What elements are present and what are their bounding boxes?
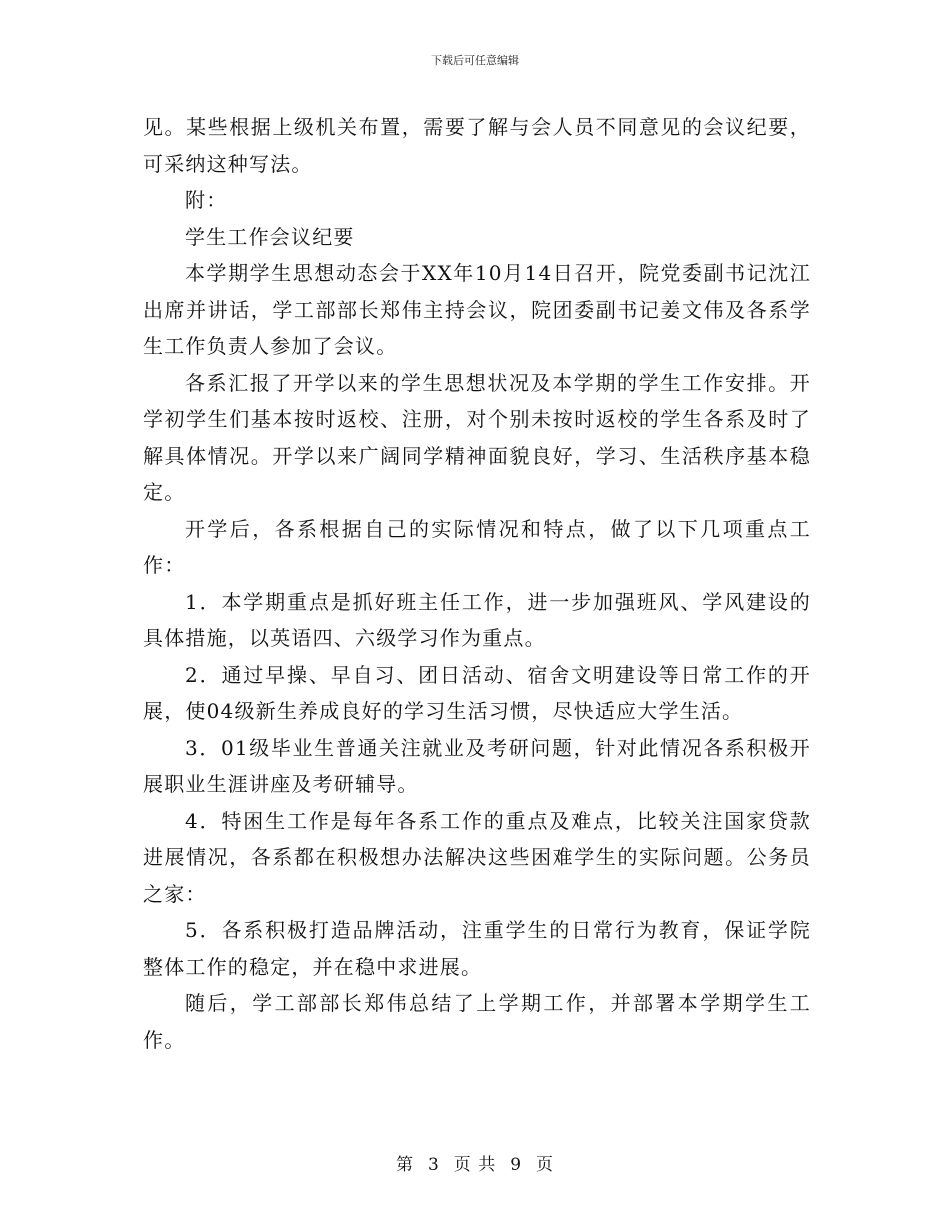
section-title: 学生工作会议纪要 <box>185 224 355 249</box>
list-item: 1．本学期重点是抓好班主任工作，进一步加强班风、学风建设的具体措施，以英语四、六级学习作为重点。 <box>143 589 811 650</box>
paragraph: 本学期学生思想动态会于XX年10月14日召开，院党委副书记沈江出席并讲话，学工部部长郑伟主持会议，院团委副书记姜文伟及各系学生工作负责人参加了会议。 <box>143 261 811 358</box>
list-item: 5．各系积极打造品牌活动，注重学生的日常行为教育，保证学院整体工作的稳定，并在稳中求进展。 <box>143 918 811 979</box>
footer-middle: 页 共 <box>453 1155 497 1175</box>
document-body <box>143 109 811 1058</box>
paragraph: 见。某些根据上级机关布置，需要了解与会人员不同意见的会议纪要，可采纳这种写法。 <box>143 115 811 176</box>
paragraph: 开学后，各系根据自己的实际情况和特点，做了以下几项重点工作： <box>143 516 811 577</box>
footer-suffix: 页 <box>536 1155 555 1175</box>
page-footer <box>0 1154 950 1176</box>
page-header-note: 下载后可任意编辑 <box>431 54 519 67</box>
paragraph: 附： <box>185 188 228 212</box>
list-item: 4．特困生工作是每年各系工作的重点及难点，比较关注国家贷款进展情况，各系都在积极想办法解决这些困难学生的实际问题。公务员之家： <box>143 808 811 906</box>
list-item: 2．通过早操、早自习、团日活动、宿舍文明建设等日常工作的开展，使04级新生养成良好的学习生活习惯，尽快适应大学生活。 <box>143 662 811 723</box>
total-pages-number: 9 <box>510 1155 523 1175</box>
current-page-number: 3 <box>427 1155 440 1175</box>
footer-prefix: 第 <box>395 1155 414 1175</box>
list-item: 3．01级毕业生普通关注就业及考研问题，针对此情况各系积极开展职业生涯讲座及考研辅导。 <box>143 735 811 796</box>
paragraph: 各系汇报了开学以来的学生思想状况及本学期的学生工作安排。开学初学生们基本按时返校、注册，对个别未按时返校的学生各系及时了解具体情况。开学以来广阔同学精神面貌良好，学习、生活秩序基本稳定。 <box>143 370 811 504</box>
paragraph: 随后，学工部部长郑伟总结了上学期工作，并部署本学期学生工作。 <box>143 991 811 1052</box>
